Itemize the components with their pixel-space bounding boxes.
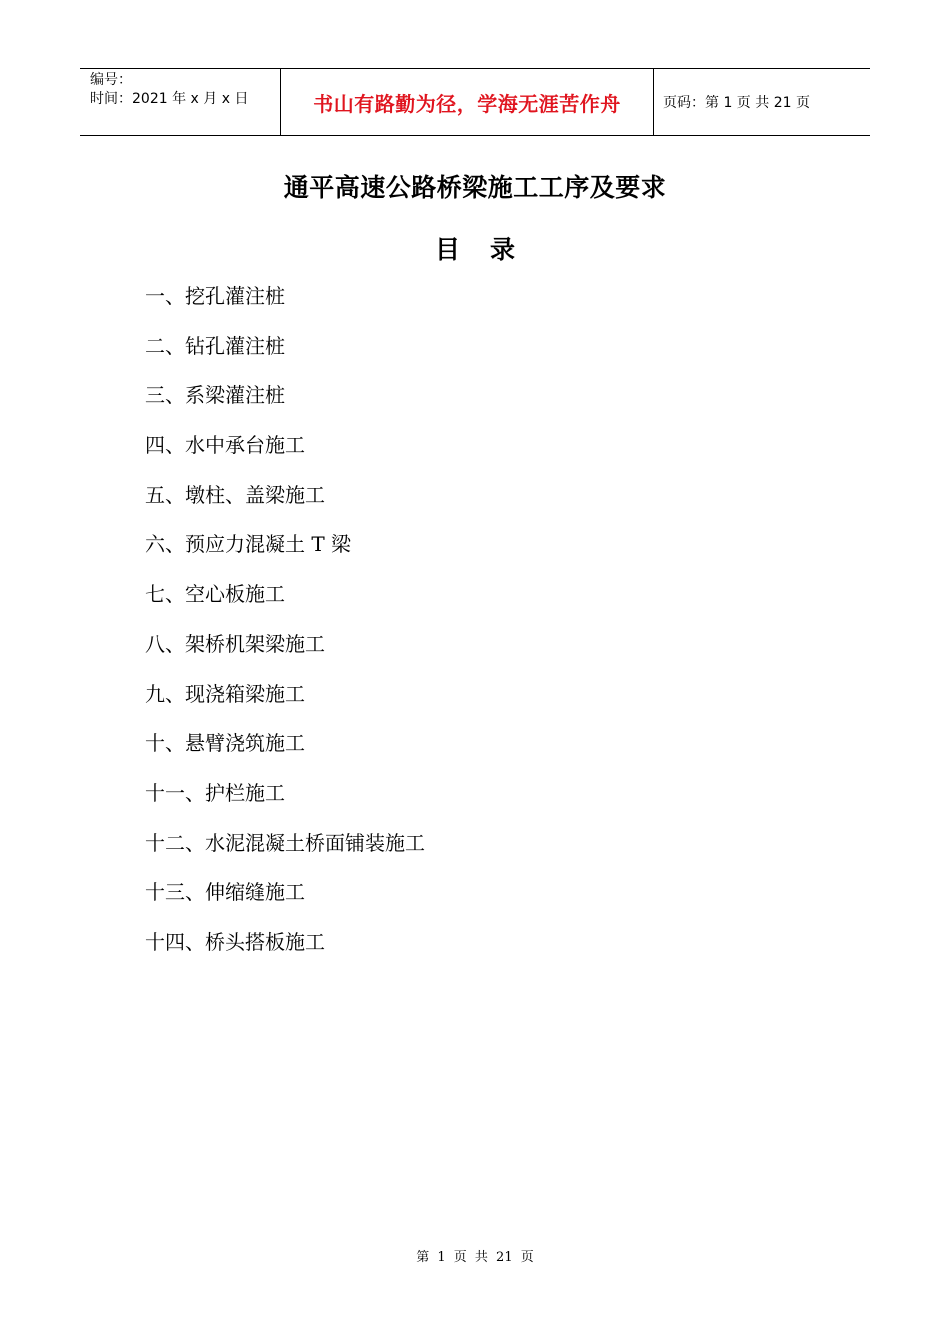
motto-text: 书山有路勤为径，学海无涯苦作舟 xyxy=(313,91,621,116)
header-page-info: 页码：第 1 页 共 21 页 xyxy=(663,95,810,111)
page-footer: 第 1 页 共 21 页 xyxy=(416,1250,534,1265)
toc-item[interactable]: 十、悬臂浇筑施工 xyxy=(145,731,305,756)
page-header xyxy=(80,68,870,136)
toc-item[interactable]: 十四、桥头搭板施工 xyxy=(145,929,325,954)
table-of-contents xyxy=(145,281,425,977)
toc-item[interactable]: 八、架桥机架梁施工 xyxy=(145,631,325,656)
toc-item[interactable]: 九、现浇箱梁施工 xyxy=(145,681,305,706)
header-page-cell xyxy=(654,69,870,135)
time-label: 时间：2021 年 x 月 x 日 xyxy=(90,91,249,107)
toc-item[interactable]: 十一、护栏施工 xyxy=(145,780,285,805)
header-motto-cell xyxy=(281,69,654,135)
document-title: 通平高速公路桥梁施工工序及要求 xyxy=(283,173,667,202)
toc-heading: 目录 xyxy=(434,235,545,264)
toc-item[interactable]: 二、钻孔灌注桩 xyxy=(145,333,285,358)
toc-item[interactable]: 七、空心板施工 xyxy=(145,582,285,607)
toc-item[interactable]: 六、预应力混凝土 T 梁 xyxy=(145,532,352,557)
code-label: 编号： xyxy=(90,72,132,88)
toc-item[interactable]: 三、系梁灌注桩 xyxy=(145,383,285,408)
toc-item[interactable]: 十三、伸缩缝施工 xyxy=(145,880,305,905)
header-meta-cell xyxy=(80,69,281,135)
toc-item[interactable]: 四、水中承台施工 xyxy=(145,433,305,458)
toc-item[interactable]: 五、墩柱、盖梁施工 xyxy=(145,482,325,507)
toc-item[interactable]: 十二、水泥混凝土桥面铺装施工 xyxy=(145,830,425,855)
toc-item[interactable]: 一、挖孔灌注桩 xyxy=(145,284,285,308)
